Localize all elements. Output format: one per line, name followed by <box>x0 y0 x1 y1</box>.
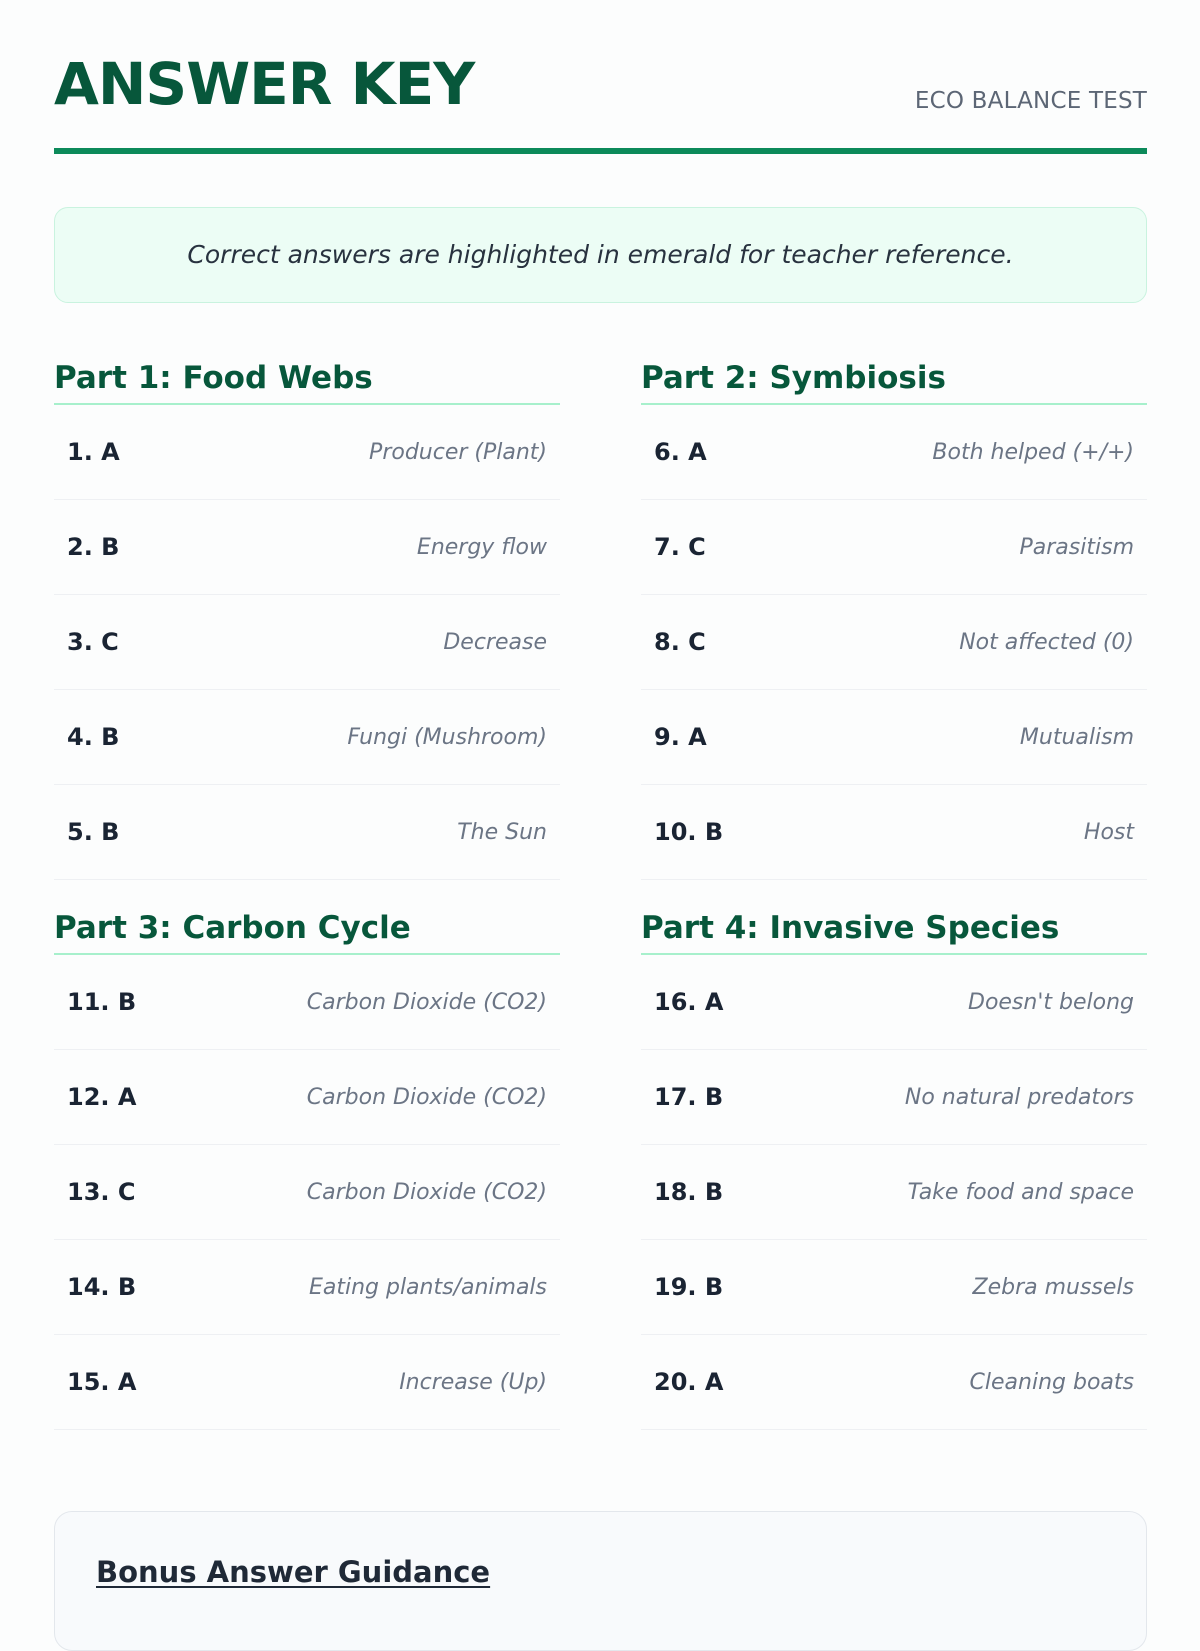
answer-label: 1. A <box>67 438 120 466</box>
answer-row <box>54 690 560 785</box>
answer-label: 9. A <box>654 723 707 751</box>
answer-description: Take food and space <box>907 1179 1134 1205</box>
section-invasive-species <box>641 908 1147 1430</box>
answer-label: 7. C <box>654 533 706 561</box>
section-symbiosis <box>641 358 1147 880</box>
answer-label: 14. B <box>67 1273 137 1301</box>
answer-label: 11. B <box>67 988 137 1016</box>
answer-row <box>641 595 1147 690</box>
answer-label: 3. C <box>67 628 119 656</box>
section-title: Part 4: Invasive Species <box>641 908 1147 955</box>
answer-row <box>54 785 560 880</box>
answer-description: Mutualism <box>1019 724 1134 750</box>
answer-row <box>54 405 560 500</box>
answer-row <box>641 785 1147 880</box>
answer-description: Not affected (0) <box>959 629 1134 655</box>
answer-label: 20. A <box>654 1368 724 1396</box>
answer-description: Zebra mussels <box>972 1274 1134 1300</box>
answer-description: Decrease <box>443 629 547 655</box>
section-title: Part 2: Symbiosis <box>641 358 1147 405</box>
answer-label: 18. B <box>654 1178 724 1206</box>
answer-description: Energy flow <box>416 534 547 560</box>
answer-row <box>54 1335 560 1430</box>
bonus-guidance-box <box>54 1511 1147 1651</box>
answer-row <box>641 1335 1147 1430</box>
answer-description: Carbon Dioxide (CO2) <box>306 989 547 1015</box>
answer-row <box>641 1240 1147 1335</box>
answer-description: The Sun <box>457 819 547 845</box>
answer-description: Carbon Dioxide (CO2) <box>306 1179 547 1205</box>
answer-label: 6. A <box>654 438 707 466</box>
answer-row <box>54 500 560 595</box>
answer-label: 16. A <box>654 988 724 1016</box>
section-title: Part 1: Food Webs <box>54 358 560 405</box>
answer-description: Both helped (+/+) <box>932 439 1134 465</box>
answer-description: No natural predators <box>904 1084 1134 1110</box>
answer-row <box>641 955 1147 1050</box>
answer-row <box>641 405 1147 500</box>
answer-description: Fungi (Mushroom) <box>347 724 547 750</box>
answer-description: Cleaning boats <box>969 1369 1134 1395</box>
reference-note: Correct answers are highlighted in emerald for teacher reference. <box>54 207 1147 303</box>
answer-description: Doesn't belong <box>968 989 1134 1015</box>
answer-key-page <box>54 0 1147 1600</box>
answer-row <box>641 500 1147 595</box>
page-title: ANSWER KEY <box>54 50 475 118</box>
answer-label: 2. B <box>67 533 120 561</box>
answer-row <box>54 1145 560 1240</box>
answer-label: 4. B <box>67 723 120 751</box>
header <box>54 50 1147 154</box>
answer-label: 17. B <box>654 1083 724 1111</box>
answer-row <box>641 1050 1147 1145</box>
answer-description: Host <box>1083 819 1134 845</box>
test-name: ECO BALANCE TEST <box>914 88 1147 114</box>
answer-description: Increase (Up) <box>399 1369 547 1395</box>
answer-description: Eating plants/animals <box>308 1274 547 1300</box>
answer-label: 13. C <box>67 1178 136 1206</box>
answer-description: Producer (Plant) <box>369 439 547 465</box>
answer-row <box>54 1050 560 1145</box>
section-food-webs <box>54 358 560 880</box>
answer-row <box>54 955 560 1050</box>
answer-row <box>54 1240 560 1335</box>
section-carbon-cycle <box>54 908 560 1430</box>
answer-description: Carbon Dioxide (CO2) <box>306 1084 547 1110</box>
answer-label: 10. B <box>654 818 724 846</box>
answer-label: 8. C <box>654 628 706 656</box>
answer-label: 15. A <box>67 1368 137 1396</box>
answer-label: 12. A <box>67 1083 137 1111</box>
bonus-title: Bonus Answer Guidance <box>96 1555 491 1589</box>
section-title: Part 3: Carbon Cycle <box>54 908 560 955</box>
answer-description: Parasitism <box>1019 534 1134 560</box>
answer-label: 19. B <box>654 1273 724 1301</box>
answer-row <box>641 690 1147 785</box>
answer-label: 5. B <box>67 818 120 846</box>
answer-row <box>54 595 560 690</box>
answer-row <box>641 1145 1147 1240</box>
